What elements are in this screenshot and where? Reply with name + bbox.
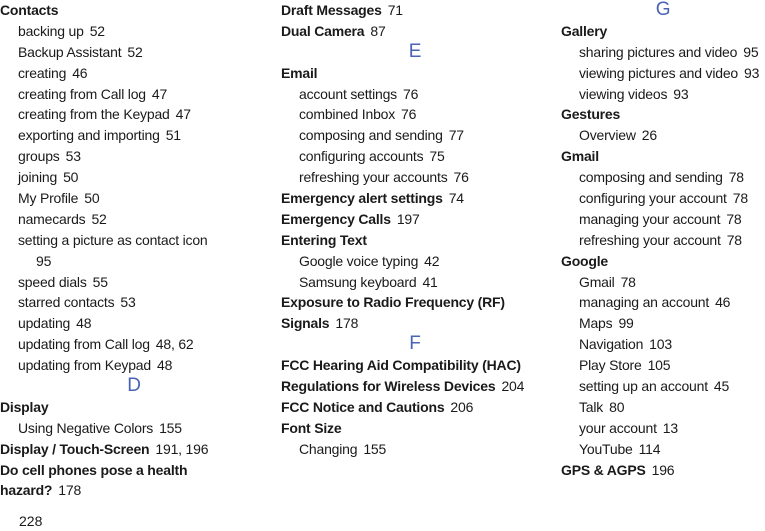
index-term: My Profile <box>18 190 79 207</box>
index-term: Gestures <box>561 106 621 123</box>
index-term: composing and sending <box>299 127 443 144</box>
index-entry <box>561 251 765 272</box>
index-term: refreshing your accounts <box>299 169 448 186</box>
index-term: namecards <box>18 210 86 227</box>
section-letter: D <box>127 375 141 397</box>
page-reference: 53 <box>65 148 81 165</box>
index-term: creating <box>18 64 67 81</box>
index-entry <box>281 21 549 42</box>
index-term: composing and sending <box>579 169 723 186</box>
index-subentry <box>0 188 268 209</box>
index-term: your account <box>579 419 657 436</box>
index-subentry <box>0 334 268 355</box>
page-reference: 75 <box>429 148 445 165</box>
page-reference: 41 <box>422 273 438 290</box>
index-term: combined Inbox <box>299 106 396 123</box>
index-term: Using Negative Colors <box>18 419 154 436</box>
index-term: Samsung keyboard <box>299 273 417 290</box>
page-reference: 78 <box>732 190 748 207</box>
index-term: Talk <box>579 398 604 415</box>
page-reference: 155 <box>159 419 182 436</box>
page-reference: 80 <box>609 398 625 415</box>
index-entry <box>561 104 765 125</box>
index-term: configuring your account <box>579 190 727 207</box>
page-reference: 55 <box>92 273 108 290</box>
index-subentry <box>0 209 268 230</box>
index-subentry <box>561 167 765 188</box>
page-reference: 197 <box>396 210 420 227</box>
index-term: managing an account <box>579 294 710 311</box>
index-entry <box>0 480 268 501</box>
index-term: starred contacts <box>18 294 115 311</box>
index-term: Display / Touch-Screen <box>0 440 150 457</box>
page-reference: 103 <box>649 336 672 353</box>
index-term: setting up an account <box>579 378 708 395</box>
index-subentry <box>281 251 549 272</box>
index-entry <box>281 63 549 84</box>
index-term: creating from Call log <box>18 85 146 102</box>
page-reference: 93 <box>744 64 760 81</box>
index-subentry <box>561 355 765 376</box>
page-reference: 99 <box>618 315 634 332</box>
index-subentry <box>0 251 268 272</box>
page-reference: 45 <box>713 378 730 395</box>
page-reference: 78 <box>620 273 636 290</box>
page-reference: 178 <box>335 315 359 332</box>
index-term: YouTube <box>579 440 633 457</box>
page-reference: 53 <box>120 294 136 311</box>
index-term: Exposure to Radio Frequency (RF) <box>281 294 505 311</box>
index-term: refreshing your account <box>579 231 721 248</box>
page-reference: 74 <box>448 190 464 207</box>
index-subentry <box>0 125 268 146</box>
index-subentry <box>561 313 765 334</box>
index-entry <box>281 209 549 230</box>
index-term: FCC Notice and Cautions <box>281 398 445 415</box>
index-term: Display <box>0 398 49 415</box>
index-term: updating <box>18 315 71 332</box>
index-column-3 <box>561 0 765 480</box>
page-reference: 191, 196 <box>155 440 209 457</box>
page-reference: 48 <box>156 357 173 374</box>
index-subentry <box>561 42 765 63</box>
page-reference: 26 <box>641 127 657 144</box>
index-term: FCC Hearing Aid Compatibility (HAC) <box>281 357 521 374</box>
index-term: Contacts <box>0 2 59 18</box>
index-entry <box>281 0 549 21</box>
index-term: Email <box>281 64 318 81</box>
index-entry <box>0 397 268 418</box>
page-reference: 50 <box>84 190 100 207</box>
page-reference: 48 <box>76 315 92 332</box>
index-term: account settings <box>299 85 397 102</box>
index-term: setting a picture as contact icon <box>18 231 208 248</box>
index-entry <box>0 460 268 481</box>
index-term: Emergency alert settings <box>281 190 443 207</box>
index-term: exporting and importing <box>18 127 160 144</box>
index-subentry <box>561 63 765 84</box>
index-subentry <box>0 84 268 105</box>
index-subentry <box>0 104 268 125</box>
section-letter: E <box>408 40 422 62</box>
index-term: Play Store <box>579 357 642 374</box>
index-entry <box>561 21 765 42</box>
page-number: 228 <box>19 513 43 529</box>
index-subentry <box>0 146 268 167</box>
page-reference: 51 <box>165 127 181 144</box>
page-reference: 155 <box>363 440 387 457</box>
index-subentry <box>0 313 268 334</box>
index-subentry <box>0 292 268 313</box>
index-column-1 <box>0 0 268 501</box>
page-reference: 76 <box>401 106 417 123</box>
index-entry <box>0 439 268 460</box>
index-subentry <box>561 418 765 439</box>
index-subentry <box>281 439 549 460</box>
index-term: Font Size <box>281 419 342 436</box>
page-reference: 196 <box>651 461 675 478</box>
index-column-2 <box>281 0 549 460</box>
index-subentry <box>561 439 765 460</box>
page-reference: 76 <box>402 85 419 102</box>
page-reference: 71 <box>387 2 403 18</box>
page-reference: 78 <box>726 231 742 248</box>
page-reference: 78 <box>726 210 742 227</box>
index-term: Overview <box>579 127 636 144</box>
page-reference: 114 <box>638 440 661 457</box>
index-term: Entering Text <box>281 231 367 248</box>
index-term: Draft Messages <box>281 2 382 18</box>
index-subentry <box>561 125 765 146</box>
page-reference: 76 <box>453 169 469 186</box>
index-term: Navigation <box>579 336 644 353</box>
index-subentry <box>281 104 549 125</box>
index-subentry <box>281 272 549 293</box>
index-subentry <box>0 355 268 376</box>
page-reference: 46 <box>72 64 88 81</box>
index-term: Gmail <box>579 273 615 290</box>
page-reference: 52 <box>127 43 143 60</box>
page-reference: 87 <box>370 22 386 39</box>
index-subentry <box>0 230 268 251</box>
index-subentry <box>561 272 765 293</box>
index-entry <box>561 460 765 481</box>
index-subentry <box>281 84 549 105</box>
index-term: viewing pictures and video <box>579 64 739 81</box>
page-reference: 77 <box>448 127 464 144</box>
index-subentry <box>561 397 765 418</box>
index-subentry <box>0 167 268 188</box>
page-reference: 178 <box>58 482 82 499</box>
index-term: joining <box>18 169 58 186</box>
index-term: Dual Camera <box>281 22 365 39</box>
index-subentry <box>0 63 268 84</box>
page-reference: 78 <box>728 169 744 186</box>
index-term: Google voice typing <box>299 252 419 269</box>
index-term: Backup Assistant <box>18 43 122 60</box>
index-subentry <box>0 418 268 439</box>
index-subentry <box>0 42 268 63</box>
index-subentry <box>561 188 765 209</box>
index-term: creating from the Keypad <box>18 106 170 123</box>
index-term: Gallery <box>561 22 608 39</box>
index-subentry <box>561 292 765 313</box>
index-term: Gmail <box>561 148 599 165</box>
index-term: Do cell phones pose a health <box>0 461 188 478</box>
index-term: speed dials <box>18 273 87 290</box>
index-entry <box>0 0 268 21</box>
index-term: viewing videos <box>579 85 668 102</box>
index-term: configuring accounts <box>299 148 424 165</box>
page-reference: 206 <box>450 398 474 415</box>
page-reference: 95 <box>36 252 52 269</box>
index-term: GPS & AGPS <box>561 461 646 478</box>
index-entry <box>561 146 765 167</box>
index-entry <box>281 355 549 376</box>
index-term: Emergency Calls <box>281 210 391 227</box>
index-term: groups <box>18 148 60 165</box>
index-entry <box>281 313 549 334</box>
index-subentry <box>0 272 268 293</box>
page-reference: 93 <box>673 85 689 102</box>
page-reference: 13 <box>662 419 678 436</box>
index-subentry <box>561 84 765 105</box>
index-term: Changing <box>299 440 358 457</box>
page-reference: 42 <box>424 252 440 269</box>
index-term: backing up <box>18 22 84 39</box>
index-subentry <box>281 167 549 188</box>
section-letter: F <box>409 333 421 355</box>
index-entry <box>281 397 549 418</box>
index-subentry <box>561 334 765 355</box>
index-subentry <box>561 209 765 230</box>
page-reference: 46 <box>715 294 731 311</box>
page-reference: 47 <box>175 106 191 123</box>
index-term: Signals <box>281 315 330 332</box>
index-term: hazard? <box>0 482 53 499</box>
index-term: managing your account <box>579 210 721 227</box>
section-letter: G <box>655 0 671 20</box>
index-entry <box>281 418 549 439</box>
index-term: updating from Call log <box>18 336 150 353</box>
index-term: Regulations for Wireless Devices <box>281 378 496 395</box>
page-reference: 52 <box>89 22 105 39</box>
page-reference: 47 <box>151 85 168 102</box>
index-term: Maps <box>579 315 613 332</box>
index-term: updating from Keypad <box>18 357 151 374</box>
index-entry <box>281 376 549 397</box>
index-entry <box>281 292 549 313</box>
index-subentry <box>561 230 765 251</box>
page-reference: 95 <box>743 43 759 60</box>
page-reference: 48, 62 <box>155 336 194 353</box>
index-entry <box>281 230 549 251</box>
page-reference: 105 <box>647 357 671 374</box>
page-reference: 50 <box>63 169 79 186</box>
page-reference: 52 <box>91 210 107 227</box>
index-subentry <box>0 21 268 42</box>
index-term: Google <box>561 252 609 269</box>
index-subentry <box>281 146 549 167</box>
index-term: sharing pictures and video <box>579 43 738 60</box>
index-subentry <box>281 125 549 146</box>
index-subentry <box>561 376 765 397</box>
page-reference: 204 <box>501 378 525 395</box>
index-entry <box>281 188 549 209</box>
